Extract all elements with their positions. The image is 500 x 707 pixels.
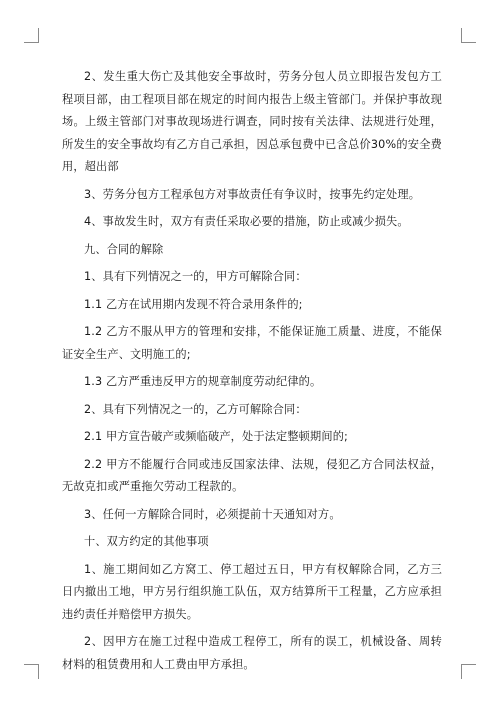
paragraph: 2、因甲方在施工过程中造成工程停工，所有的误工，机械设备、周转材料的租赁费用和人工费由甲方承担。	[62, 635, 442, 671]
crop-mark-bottom-right	[461, 664, 476, 679]
paragraph: 1.3 乙方严重违反甲方的规章制度劳动纪律的。	[84, 375, 322, 388]
section-heading: 十、双方约定的其他事项	[84, 535, 209, 548]
paragraph: 3、劳务分包方工程承包方对事故责任有争议时，按事先约定处理。	[84, 187, 421, 201]
paragraph: 1、具有下列情况之一的，甲方可解除合同：	[84, 270, 307, 283]
paragraph: 1、施工期间如乙方窝工、停工超过五日，甲方有权解除合同，乙方三日内撤出工地，甲方另行组织施工队伍，双方结算所干工程量，乙方应承担违约责任并赔偿甲方损失。	[62, 562, 442, 621]
crop-mark-top-left	[24, 28, 39, 43]
paragraph: 2.2 甲方不能履行合同或违反国家法律、法规，侵犯乙方合同法权益，无故克扣或严重拖欠劳动工程款的。	[62, 457, 442, 493]
paragraph: 4、事故发生时，双方有责任采取必要的措施，防止或减少损失。	[84, 215, 409, 228]
paragraph: 3、任何一方解除合同时，必须提前十天通知对方。	[84, 507, 341, 521]
crop-mark-top-right	[461, 28, 476, 43]
crop-mark-bottom-left	[24, 664, 39, 679]
paragraph: 1.1 乙方在试用期内发现不符合录用条件的;	[84, 297, 303, 311]
document-body	[62, 66, 442, 681]
section-heading: 九、合同的解除	[84, 242, 164, 256]
paragraph: 2、具有下列情况之一的，乙方可解除合同：	[84, 402, 307, 416]
paragraph: 1.2 乙方不服从甲方的管理和安排，不能保证施工质量、进度，不能保证安全生产、文明施工的;	[62, 325, 442, 361]
paragraph: 2.1 甲方宣告破产或频临破产，处于法定整顿期间的;	[84, 430, 348, 443]
paragraph: 2、发生重大伤亡及其他安全事故时，劳务分包人员立即报告发包方工程项目部，由工程项目部在规定的时间内报告上级主管部门。并保护事故现场。上级主管部门对事故现场进行调查，同时按有关法律、法规进行处理，所发生的安全事故均有乙方自己承担，因总承包费中已含总价30%的安全费用，超出部	[62, 70, 442, 173]
